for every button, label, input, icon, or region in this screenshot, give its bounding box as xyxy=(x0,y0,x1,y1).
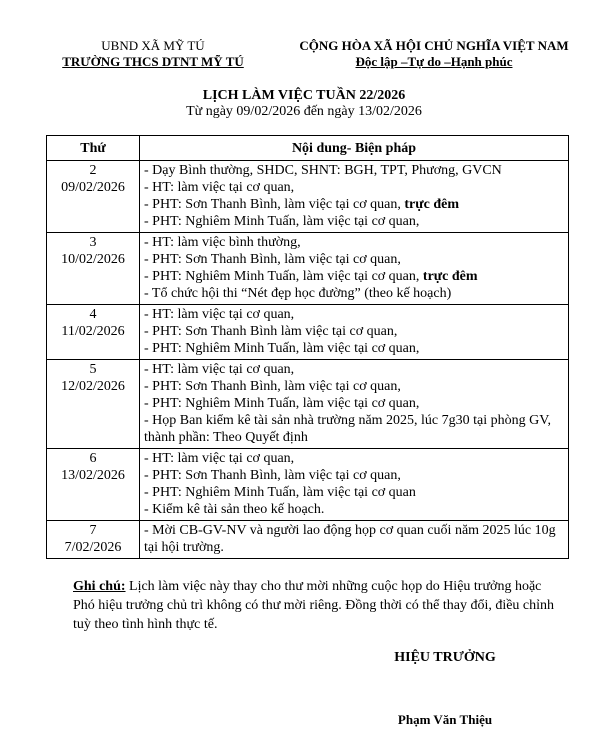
night-duty-label: trực đêm xyxy=(422,269,478,284)
schedule-item-text: - HT: làm việc tại cơ quan, xyxy=(144,362,295,377)
date-value: 10/02/2026 xyxy=(61,252,125,267)
schedule-item-text: - Tổ chức hội thi “Nét đẹp học đường” (theo kế hoạch) xyxy=(144,286,452,301)
day-cell xyxy=(47,521,140,559)
weekday-number: 2 xyxy=(89,163,97,178)
table-row xyxy=(47,521,569,559)
night-duty-label: trực đêm xyxy=(404,197,460,212)
schedule-item-text: - PHT: Nghiêm Minh Tuấn, làm việc tại cơ quan xyxy=(144,485,416,500)
document-date-range: Từ ngày 09/02/2026 đến ngày 13/02/2026 xyxy=(186,104,422,119)
schedule-item-text: - PHT: Nghiêm Minh Tuấn, làm việc tại cơ quan, xyxy=(144,269,423,284)
note-label: Ghi chú: xyxy=(73,579,126,594)
schedule-item xyxy=(144,213,565,230)
content-cell xyxy=(140,449,569,521)
day-cell xyxy=(47,305,140,360)
date-value: 13/02/2026 xyxy=(61,468,125,483)
schedule-item xyxy=(144,412,565,446)
table-header-row xyxy=(47,136,569,161)
schedule-item xyxy=(144,378,565,395)
schedule-item-text: - HT: làm việc bình thường, xyxy=(144,235,301,250)
schedule-item-text: - Kiểm kê tài sản theo kế hoạch. xyxy=(144,502,325,517)
content-cell xyxy=(140,360,569,449)
schedule-item xyxy=(144,285,565,302)
commune-name: UBND XÃ MỸ TÚ xyxy=(101,38,205,53)
content-cell xyxy=(140,521,569,559)
schedule-item xyxy=(144,450,565,467)
content-cell xyxy=(140,161,569,233)
content-cell xyxy=(140,305,569,360)
table-row xyxy=(47,161,569,233)
schedule-item xyxy=(144,467,565,484)
schedule-item xyxy=(144,251,565,268)
weekday-number: 6 xyxy=(89,451,97,466)
schedule-item-text: - PHT: Sơn Thanh Bình, làm việc tại cơ quan, xyxy=(144,379,401,394)
schedule-item xyxy=(144,395,565,412)
schedule-item-text: - PHT: Sơn Thanh Bình, làm việc tại cơ quan, xyxy=(144,197,405,212)
schedule-item-text: - Họp Ban kiểm kê tài sản nhà trường năm 2025, lúc 7g30 tại phòng GV, thành phần: Theo Quyết định xyxy=(144,413,552,445)
schedule-item xyxy=(144,484,565,501)
motto: Độc lập –Tự do –Hạnh phúc xyxy=(355,54,513,69)
note-paragraph xyxy=(73,577,559,634)
schedule-item xyxy=(144,196,565,213)
signature-title: HIỆU TRƯỞNG xyxy=(394,650,496,665)
schedule-item-text: - HT: làm việc tại cơ quan, xyxy=(144,180,295,195)
schedule-item xyxy=(144,522,565,556)
table-row xyxy=(47,233,569,305)
schedule-item-text: - PHT: Nghiêm Minh Tuấn, làm việc tại cơ quan, xyxy=(144,214,420,229)
school-name: TRƯỜNG THCS DTNT MỸ TÚ xyxy=(62,54,244,69)
schedule-item xyxy=(144,361,565,378)
schedule-item-text: - Dạy Bình thường, SHDC, SHNT: BGH, TPT, Phương, GVCN xyxy=(144,163,502,178)
weekday-number: 5 xyxy=(89,362,97,377)
document-title: LỊCH LÀM VIỆC TUẦN 22/2026 xyxy=(202,88,406,103)
date-value: 09/02/2026 xyxy=(61,180,125,195)
table-row xyxy=(47,360,569,449)
schedule-item xyxy=(144,162,565,179)
weekday-number: 7 xyxy=(89,523,97,538)
issuer-header xyxy=(56,38,250,70)
day-cell xyxy=(47,449,140,521)
weekday-number: 4 xyxy=(89,307,97,322)
date-value: 12/02/2026 xyxy=(61,379,125,394)
weekday-number: 3 xyxy=(89,235,97,250)
schedule-item-text: - PHT: Nghiêm Minh Tuấn, làm việc tại cơ quan, xyxy=(144,341,420,356)
schedule-item-text: - HT: làm việc tại cơ quan, xyxy=(144,451,295,466)
date-value: 11/02/2026 xyxy=(61,324,125,339)
schedule-item xyxy=(144,306,565,323)
schedule-item xyxy=(144,234,565,251)
note-text: Lịch làm việc này thay cho thư mời những cuộc họp do Hiệu trưởng hoặc Phó hiệu trưởng chủ trì không có thư mời riêng. Đồng thời có thể thay đổi, điều chỉnh tuỳ theo tình hình thực tế. xyxy=(73,579,555,632)
schedule-item-text: - PHT: Sơn Thanh Bình làm việc tại cơ quan, xyxy=(144,324,398,339)
schedule-item xyxy=(144,268,565,285)
schedule-item xyxy=(144,323,565,340)
schedule-item-text: - PHT: Sơn Thanh Bình, làm việc tại cơ quan, xyxy=(144,252,401,267)
schedule-table xyxy=(46,135,569,559)
schedule-item-text: - PHT: Nghiêm Minh Tuấn, làm việc tại cơ quan, xyxy=(144,396,420,411)
schedule-item-text: - HT: làm việc tại cơ quan, xyxy=(144,307,295,322)
column-header-day: Thứ xyxy=(47,136,140,161)
schedule-item xyxy=(144,501,565,518)
schedule-body xyxy=(47,161,569,559)
content-cell xyxy=(140,233,569,305)
schedule-item xyxy=(144,179,565,196)
schedule-item-text: - PHT: Sơn Thanh Bình, làm việc tại cơ quan, xyxy=(144,468,401,483)
signature-name: Phạm Văn Thiệu xyxy=(397,712,493,727)
day-cell xyxy=(47,360,140,449)
schedule-item-text: - Mời CB-GV-NV và người lao động họp cơ quan cuối năm 2025 lúc 10g tại hội trường. xyxy=(144,523,556,555)
day-cell xyxy=(47,233,140,305)
table-row xyxy=(47,449,569,521)
table-row xyxy=(47,305,569,360)
date-value: 7/02/2026 xyxy=(64,540,122,555)
day-cell xyxy=(47,161,140,233)
national-motto-header xyxy=(294,38,574,70)
schedule-item xyxy=(144,340,565,357)
column-header-content: Nội dung- Biện pháp xyxy=(140,136,569,161)
country-name: CỘNG HÒA XÃ HỘI CHỦ NGHĨA VIỆT NAM xyxy=(299,38,569,53)
